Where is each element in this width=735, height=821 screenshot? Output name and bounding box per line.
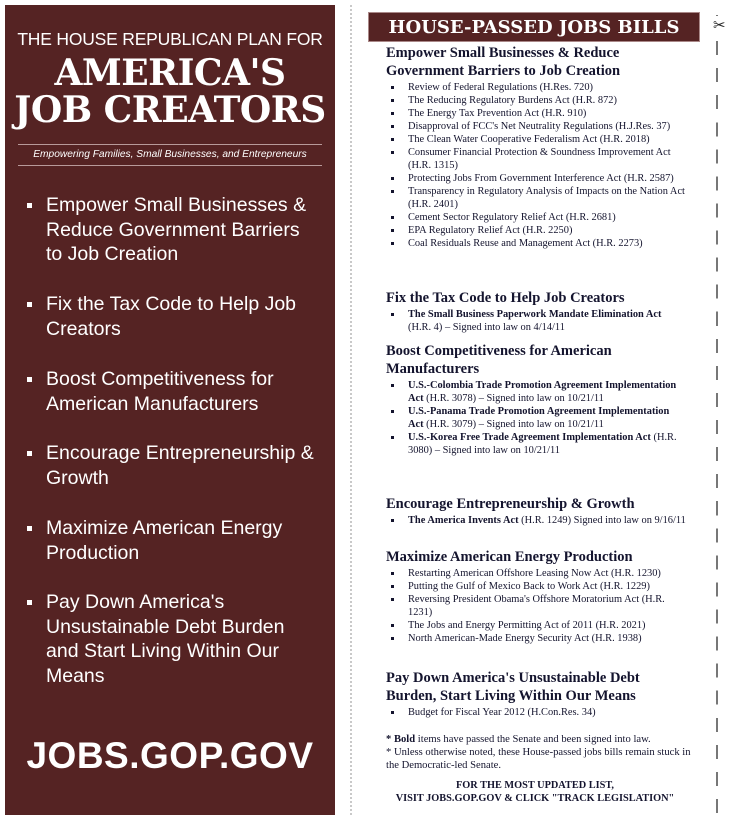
bill-section — [386, 669, 686, 719]
bill-signed-name: The America Invents Act — [408, 515, 519, 526]
section-heading: Pay Down America's Unsustainable Debt Burden, Start Living Within Our Means — [386, 670, 640, 704]
bill-item — [386, 308, 686, 334]
title-line-1: AMERICA'S — [54, 52, 286, 94]
notes — [386, 733, 696, 772]
pretitle: THE HOUSE REPUBLICAN PLAN FOR — [17, 29, 323, 49]
bill-item — [386, 211, 686, 224]
bill-list — [386, 81, 686, 250]
bill-item — [386, 81, 686, 94]
bill-section — [386, 342, 686, 457]
scissors-icon: ✂ — [713, 16, 726, 34]
plan-bullet-text: Encourage Entrepreneurship & Growth — [46, 442, 314, 489]
section-heading: Fix the Tax Code to Help Job Creators — [386, 290, 625, 306]
bullet-icon — [27, 451, 32, 456]
bill-item — [386, 580, 686, 593]
bill-item — [386, 107, 686, 120]
bill-signed-name: The Small Business Paperwork Mandate Elimination Act — [408, 309, 662, 320]
bill-section — [386, 289, 686, 334]
tagline: Empowering Families, Small Businesses, and Entrepreneurs — [18, 144, 322, 166]
section-heading: Encourage Entrepreneurship & Growth — [386, 496, 635, 512]
plan-bullet — [27, 516, 317, 565]
footer-line-1: FOR THE MOST UPDATED LIST, — [455, 780, 614, 791]
bill-text: Consumer Financial Protection & Soundness Improvement Act (H.R. 1315) — [408, 147, 671, 171]
bill-item — [386, 172, 686, 185]
plan-bullet-text: Empower Small Businesses & Reduce Government Barriers to Job Creation — [46, 194, 307, 265]
website-link[interactable]: JOBS.GOP.GOV — [26, 735, 314, 776]
bullet-icon — [27, 526, 32, 531]
bill-text: The Energy Tax Prevention Act (H.R. 910) — [408, 108, 587, 119]
plan-bullet-text: Boost Competitiveness for American Manufacturers — [46, 368, 274, 415]
plan-bullet-text: Maximize American Energy Production — [46, 517, 283, 564]
bullet-icon — [27, 377, 32, 382]
bill-text: The Reducing Regulatory Burdens Act (H.R. 872) — [408, 95, 617, 106]
bill-item — [386, 185, 686, 211]
bill-list — [386, 514, 686, 527]
section-heading: Empower Small Businesses & Reduce Government Barriers to Job Creation — [386, 45, 621, 79]
bill-item — [386, 619, 686, 632]
footer-cta — [370, 779, 700, 805]
title-line-2: JOB CREATORS — [14, 89, 326, 131]
bill-text: (H.R. 4) – Signed into law on 4/14/11 — [408, 322, 565, 333]
bills-header: HOUSE-PASSED JOBS BILLS — [368, 12, 700, 42]
bill-text: EPA Regulatory Relief Act (H.R. 2250) — [408, 225, 573, 236]
main-title — [5, 52, 335, 131]
note-senate: * Unless otherwise noted, these House-passed jobs bills remain stuck in the Democratic-led Senate. — [386, 747, 691, 771]
bill-item — [386, 593, 686, 619]
bill-list — [386, 567, 686, 645]
bill-item — [386, 146, 686, 172]
note-bold-label: * Bold — [386, 734, 416, 745]
bill-section — [386, 548, 686, 645]
bill-item — [386, 224, 686, 237]
plan-bullet-text: Pay Down America's Unsustainable Debt Burden and Start Living Within Our Means — [46, 591, 285, 687]
plan-bullet — [27, 590, 317, 688]
bill-signed-name: U.S.-Korea Free Trade Agreement Implementation Act — [408, 432, 651, 443]
bill-text: (H.R. 3078) – Signed into law on 10/21/11 — [423, 393, 604, 404]
left-panel — [5, 5, 335, 815]
bill-text: (H.R. 3079) – Signed into law on 10/21/11 — [423, 419, 604, 430]
bill-text: Disapproval of FCC's Net Neutrality Regulations (H.J.Res. 37) — [408, 121, 671, 132]
bill-list — [386, 308, 686, 334]
bill-signed-name: U.S.-Colombia Trade Promotion Agreement Implementation Act — [408, 380, 677, 404]
bill-text: Transparency in Regulatory Analysis of Impacts on the Nation Act (H.R. 2401) — [408, 186, 685, 210]
bill-section — [386, 44, 686, 250]
bill-signed-name: U.S.-Panama Trade Promotion Agreement Implementation Act — [408, 406, 670, 430]
section-heading: Maximize American Energy Production — [386, 549, 633, 565]
bill-list — [386, 706, 686, 719]
bill-text: Protecting Jobs From Government Interference Act (H.R. 2587) — [408, 173, 674, 184]
bill-item — [386, 632, 686, 645]
bill-item — [386, 237, 686, 250]
bill-item — [386, 431, 686, 457]
cut-line — [716, 15, 718, 815]
bill-text: Review of Federal Regulations (H.Res. 720) — [408, 82, 593, 93]
bill-text: Reversing President Obama's Offshore Moratorium Act (H.R. 1231) — [408, 594, 665, 618]
bill-text: Budget for Fiscal Year 2012 (H.Con.Res. 34) — [408, 707, 596, 718]
note-bold-items — [386, 733, 696, 746]
plan-bullet — [27, 367, 317, 416]
plan-bullet — [27, 292, 317, 341]
plan-bullet — [27, 193, 317, 267]
bill-list — [386, 379, 686, 457]
bill-text: Restarting American Offshore Leasing Now Act (H.R. 1230) — [408, 568, 661, 579]
bill-text: (H.R. 3080) – Signed into law on 10/21/11 — [408, 432, 677, 456]
fold-line — [350, 5, 352, 815]
bill-text: Cement Sector Regulatory Relief Act (H.R. 2681) — [408, 212, 616, 223]
bill-text: Coal Residuals Reuse and Management Act (H.R. 2273) — [408, 238, 643, 249]
bullet-icon — [27, 600, 32, 605]
bill-item — [386, 120, 686, 133]
bill-text: North American-Made Energy Security Act (H.R. 1938) — [408, 633, 642, 644]
bill-item — [386, 405, 686, 431]
bill-item — [386, 94, 686, 107]
bill-item — [386, 379, 686, 405]
footer-line-2: VISIT JOBS.GOP.GOV & CLICK "TRACK LEGISLATION" — [395, 793, 675, 804]
note-bold-text: items have passed the Senate and been signed into law. — [415, 734, 651, 745]
bill-item — [386, 133, 686, 146]
plan-bullet-text: Fix the Tax Code to Help Job Creators — [46, 293, 297, 340]
bill-text: The Clean Water Cooperative Federalism Act (H.R. 2018) — [408, 134, 650, 145]
bill-item — [386, 706, 686, 719]
bill-section — [386, 495, 686, 527]
bill-text: The Jobs and Energy Permitting Act of 2011 (H.R. 2021) — [408, 620, 646, 631]
bill-item — [386, 567, 686, 580]
plan-bullet — [27, 441, 317, 490]
bullet-icon — [27, 302, 32, 307]
section-heading: Boost Competitiveness for American Manufacturers — [386, 343, 612, 377]
bullet-icon — [27, 203, 32, 208]
bill-item — [386, 514, 686, 527]
bill-text: Putting the Gulf of Mexico Back to Work Act (H.R. 1229) — [408, 581, 650, 592]
bill-text: (H.R. 1249) Signed into law on 9/16/11 — [518, 515, 686, 526]
